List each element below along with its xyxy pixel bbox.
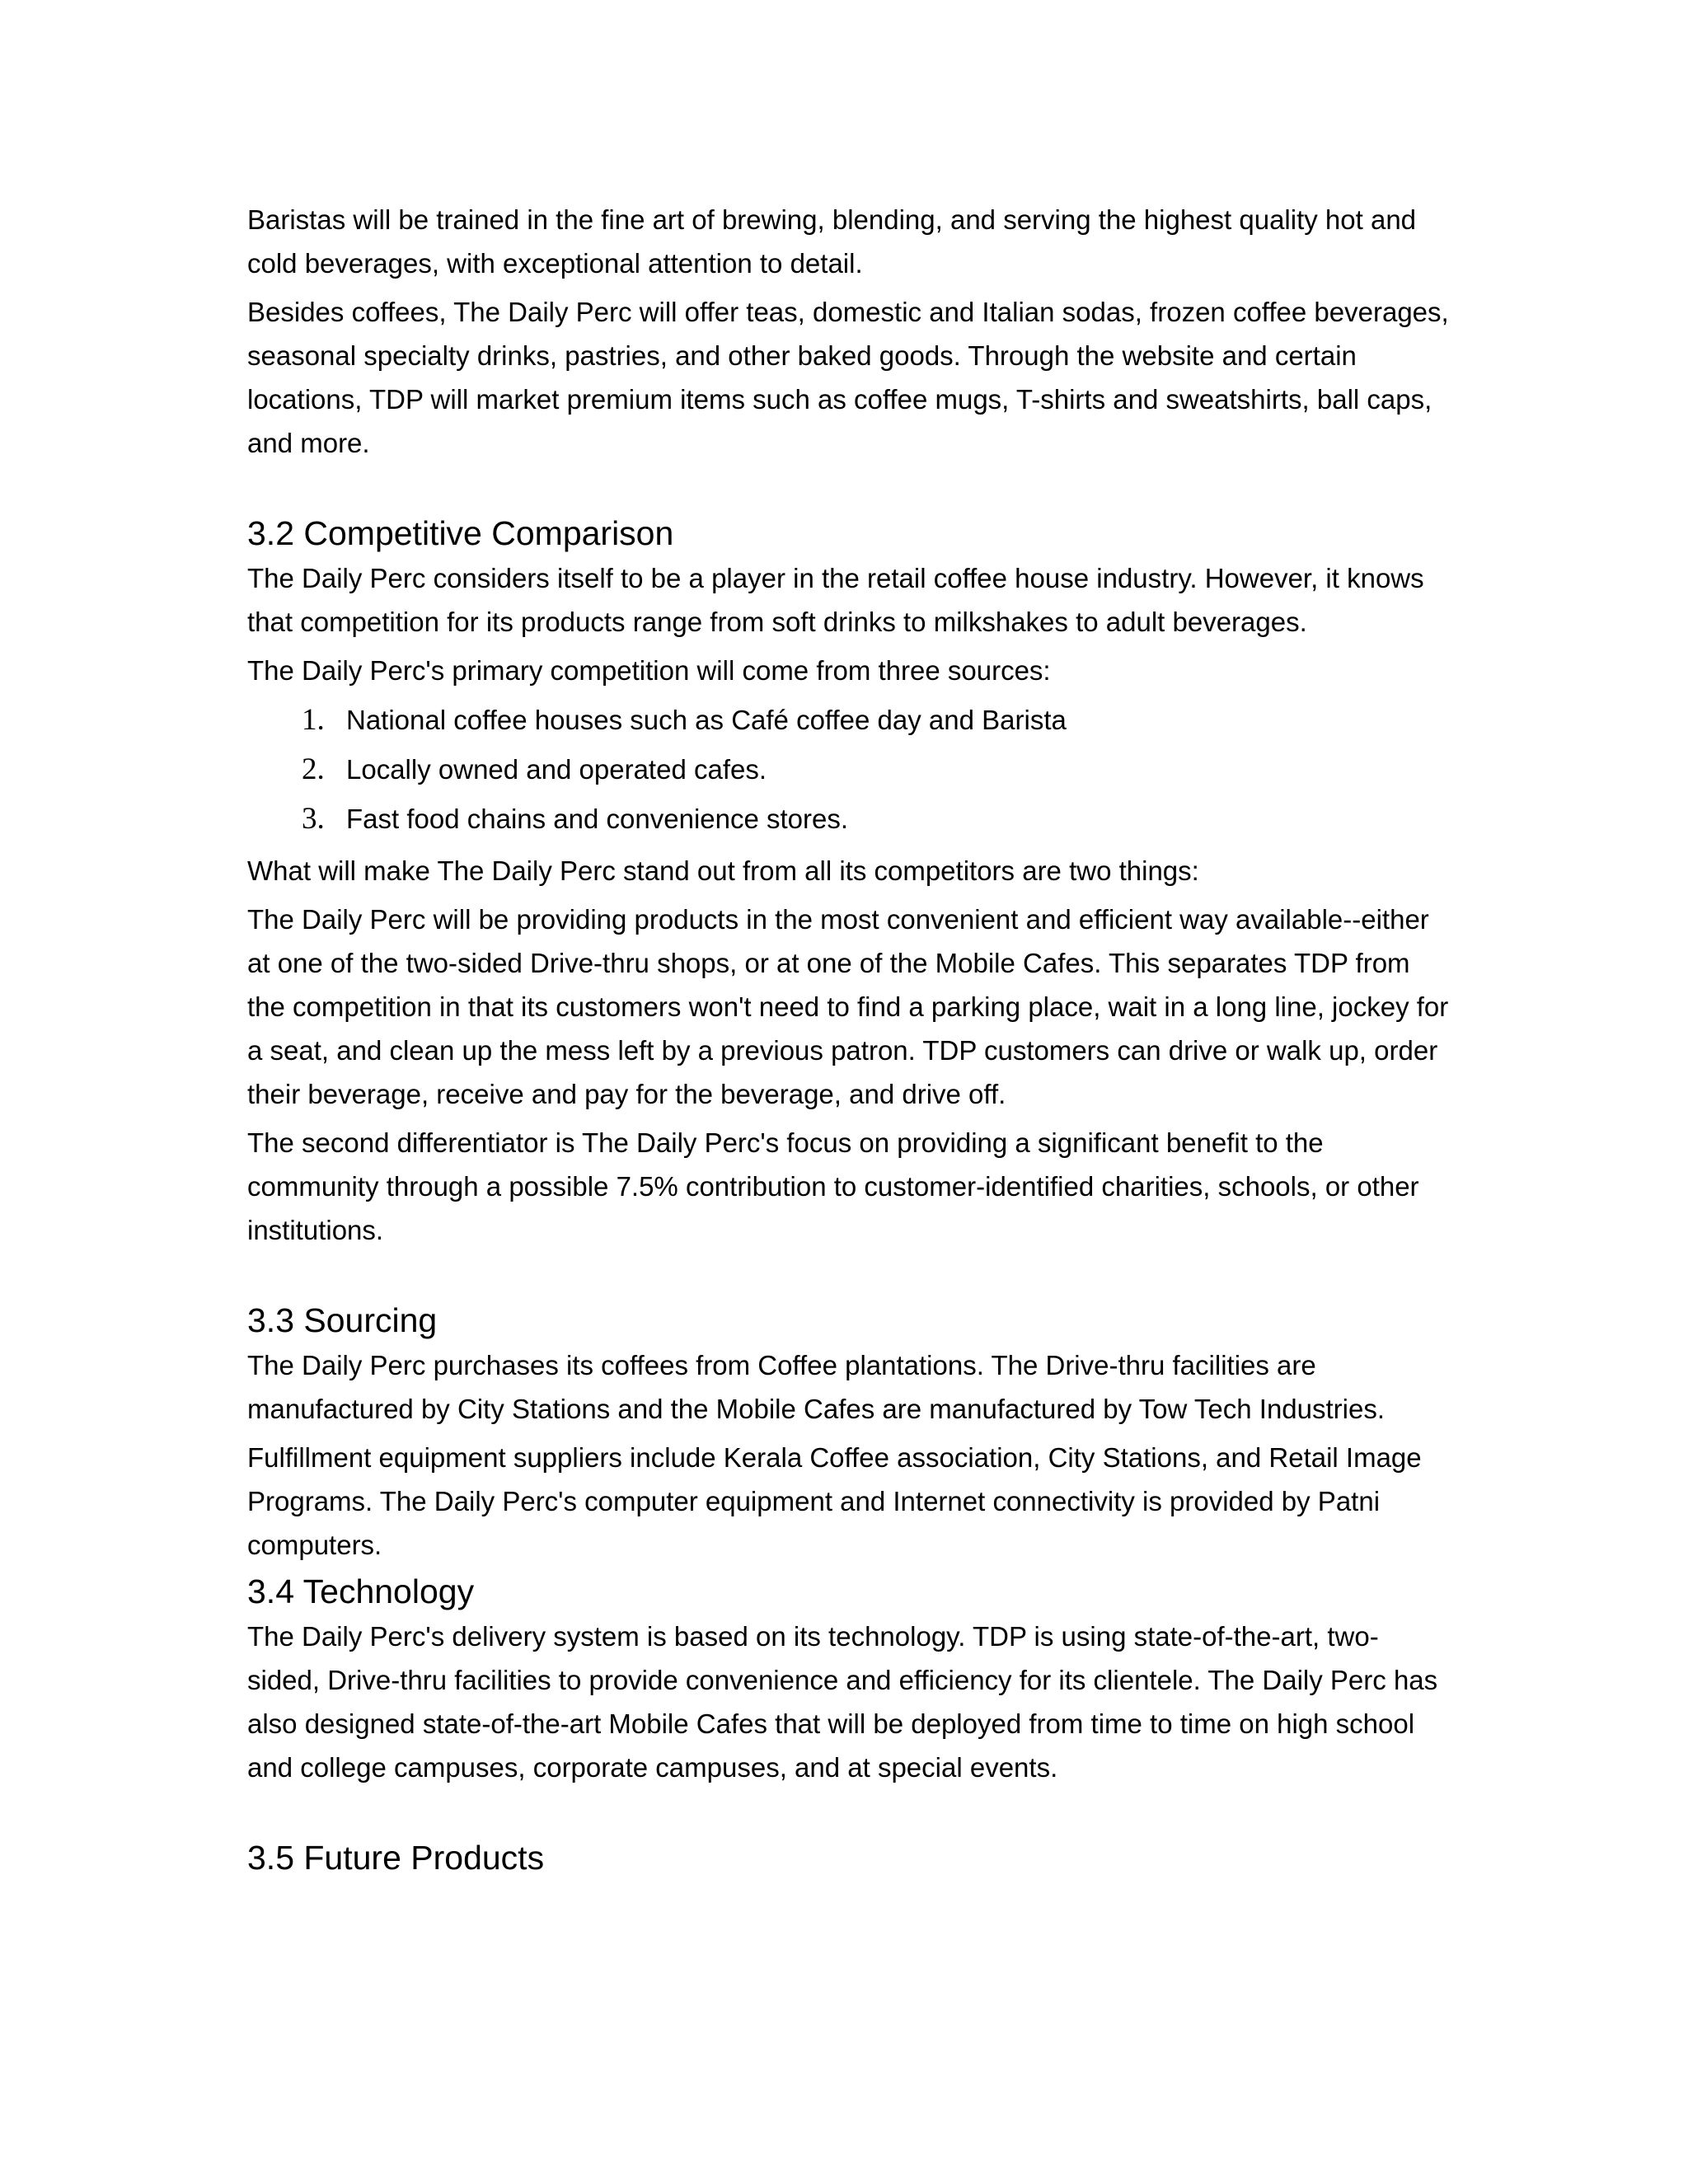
list-item-text: Fast food chains and convenience stores.: [346, 804, 849, 834]
list-item-number: 3.: [302, 802, 325, 836]
list-item-number: 1.: [302, 703, 325, 737]
paragraph-stand-out: What will make The Daily Perc stand out from all its competitors are two things:: [247, 855, 1199, 886]
list-item: [247, 745, 1451, 794]
heading-future-products: 3.5 Future Products: [247, 1839, 545, 1877]
paragraph-competition-intro: The Daily Perc considers itself to be a player in the retail coffee house industry. However, it knows that competition for its products range from soft drinks to milkshakes to adult beverages.: [247, 563, 1424, 637]
paragraph-baristas: Baristas will be trained in the fine art of brewing, blending, and serving the highest quality hot and cold beverages, with exceptional attention to detail.: [247, 204, 1417, 279]
heading-competitive-comparison: 3.2 Competitive Comparison: [247, 514, 674, 552]
paragraph-technology: The Daily Perc's delivery system is based on its technology. TDP is using state-of-the-art, two-sided, Drive-thru facilities to provide convenience and efficiency for its clientele. The Daily Perc has also designed state-of-the-art Mobile Cafes that will be deployed from time to time on high school and college campuses, corporate campuses, and at special events.: [247, 1621, 1438, 1783]
paragraph-fulfillment-suppliers: Fulfillment equipment suppliers include Kerala Coffee association, City Stations, and Retail Image Programs. The Daily Perc's computer equipment and Internet connectivity is provided by Patni computers.: [247, 1442, 1422, 1560]
paragraph-sourcing-coffees: The Daily Perc purchases its coffees from Coffee plantations. The Drive-thru facilities are manufactured by City Stations and the Mobile Cafes are manufactured by Tow Tech Industries.: [247, 1350, 1386, 1424]
list-item-text: National coffee houses such as Café coffee day and Barista: [346, 705, 1067, 735]
paragraph-offerings: Besides coffees, The Daily Perc will offer teas, domestic and Italian sodas, frozen coffee beverages, seasonal specialty drinks, pastries, and other baked goods. Through the website and certain locations, TDP will market premium items such as coffee mugs, T-shirts and sweatshirts, ball caps, and more.: [247, 297, 1449, 458]
heading-technology: 3.4 Technology: [247, 1572, 475, 1610]
list-item-text: Locally owned and operated cafes.: [346, 754, 767, 785]
paragraph-convenience: The Daily Perc will be providing products in the most convenient and efficient way available--either at one of the two-sided Drive-thru shops, or at one of the Mobile Cafes. This separates TDP from the competition in that its customers won't need to find a parking place, wait in a long line, jockey for a seat, and clean up the mess left by a previous patron. TDP customers can drive or walk up, order their beverage, receive and pay for the beverage, and drive off.: [247, 904, 1449, 1109]
paragraph-primary-competition: The Daily Perc's primary competition will come from three sources:: [247, 655, 1051, 686]
list-item-number: 2.: [302, 752, 325, 786]
heading-sourcing: 3.3 Sourcing: [247, 1301, 438, 1339]
competition-list: [247, 696, 1451, 844]
paragraph-second-differentiator: The second differentiator is The Daily Perc's focus on providing a significant benefit to the community through a possible 7.5% contribution to customer-identified charities, schools, or other institutions.: [247, 1127, 1419, 1245]
list-item: [247, 696, 1451, 745]
document-page: [247, 198, 1451, 1881]
list-item: [247, 794, 1451, 844]
